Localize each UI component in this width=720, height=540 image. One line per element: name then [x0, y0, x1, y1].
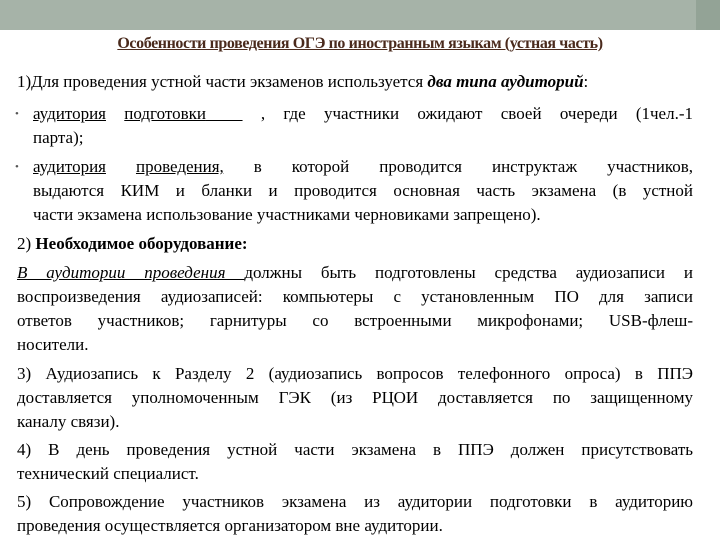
bullet-1-word-1: аудитория — [33, 104, 106, 123]
item-1-emphasis: два типа аудиторий — [427, 72, 584, 91]
item-2-line-1 — [17, 261, 693, 285]
bullet-2-word-2: проведения, — [135, 157, 224, 176]
bullet-2-line-1 — [33, 155, 693, 179]
bullet-2-word-1: аудитория — [33, 157, 106, 176]
item-2-line-2: воспроизведения аудиозаписей: компьютеры с установленным ПО для записи — [17, 287, 693, 306]
item-2-line-3: ответов участников; гарнитуры со встроенными микрофонами; USB-флеш- — [17, 311, 693, 330]
item-4-line-1: 4) В день проведения устной части экзамена в ППЭ должен присутствовать — [17, 440, 693, 459]
item-1-lead: 1)Для проведения устной части экзаменов используется — [17, 72, 428, 91]
bullet-2-line-2: выдаются КИМ и бланки и проводится основная часть экзамена (в устной — [33, 181, 693, 200]
item-3-line-3: каналу связи). — [17, 412, 120, 431]
top-bar-accent — [696, 0, 720, 30]
item-2-underlined: В аудитории проведения — [17, 263, 245, 282]
bullet-dot-1: • — [15, 108, 19, 120]
bullet-1-line-2: парта); — [33, 128, 84, 147]
bullet-1-word-2: подготовки — [124, 104, 206, 123]
bullet-2-rest: в которой проводится инструктаж участников, — [253, 157, 694, 176]
top-bar — [0, 0, 720, 30]
item-2-num: 2) — [17, 234, 36, 253]
page-title: Особенности проведения ОГЭ по иностранным языкам (устная часть) — [117, 35, 603, 52]
item-5-line-2: проведения осуществляется организатором вне аудитории. — [17, 516, 443, 535]
item-2-line-4: носители. — [17, 335, 89, 354]
item-2-line-1-rest: должны быть подготовлены средства аудиозаписи и — [244, 263, 693, 282]
item-5-line-1: 5) Сопровождение участников экзамена из аудитории подготовки в аудиторию — [17, 492, 693, 511]
item-3-line-1: 3) Аудиозапись к Разделу 2 (аудиозапись вопросов телефонного опроса) в ППЭ — [17, 364, 693, 383]
bullet-1-rest: , где участники ожидают своей очереди (1чел.-1 — [260, 104, 694, 123]
bullet-1-line-1 — [33, 102, 693, 126]
item-3-line-2: доставляется уполномоченным ГЭК (из РЦОИ доставляется по защищенному — [17, 388, 693, 407]
item-2-heading: Необходимое оборудование: — [35, 234, 248, 253]
item-4-line-2: технический специалист. — [17, 464, 199, 483]
item-1-tail: : — [583, 72, 589, 91]
bullet-dot-2: • — [15, 161, 19, 173]
bullet-2-line-3: части экзамена использование участниками черновиками запрещено). — [33, 205, 541, 224]
item-2-heading-line — [17, 232, 693, 256]
item-1-line — [17, 70, 693, 94]
